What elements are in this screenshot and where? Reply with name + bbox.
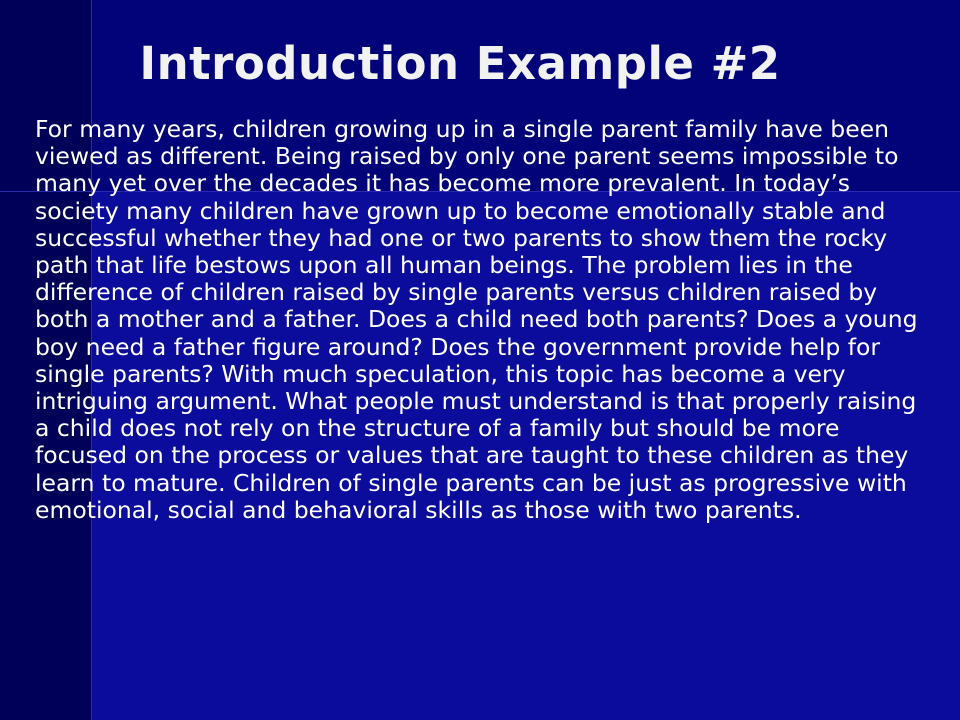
slide-body-text: For many years, children growing up in a single parent family have been viewed as different. Being raised by only one parent seems impossible to many yet over the decades it has become more prevalent. In today’s society many children have grown up to become emotionally stable and successful whether they had one or two parents to show them the rocky path that life bestows upon all human beings. The problem lies in the difference of children raised by single parents versus children raised by both a mother and a father. Does a child need both parents? Does a young boy need a father figure around? Does the government provide help for single parents? With much speculation, this topic has become a very intriguing argument. What people must understand is that properly raising a child does not rely on the structure of a family but should be more focused on the process or values that are taught to these children as they learn to mature. Children of single parents can be just as progressive with emotional, social and behavioral skills as those with two parents. [35, 115, 918, 524]
slide-title: Introduction Example #2 [139, 37, 781, 90]
